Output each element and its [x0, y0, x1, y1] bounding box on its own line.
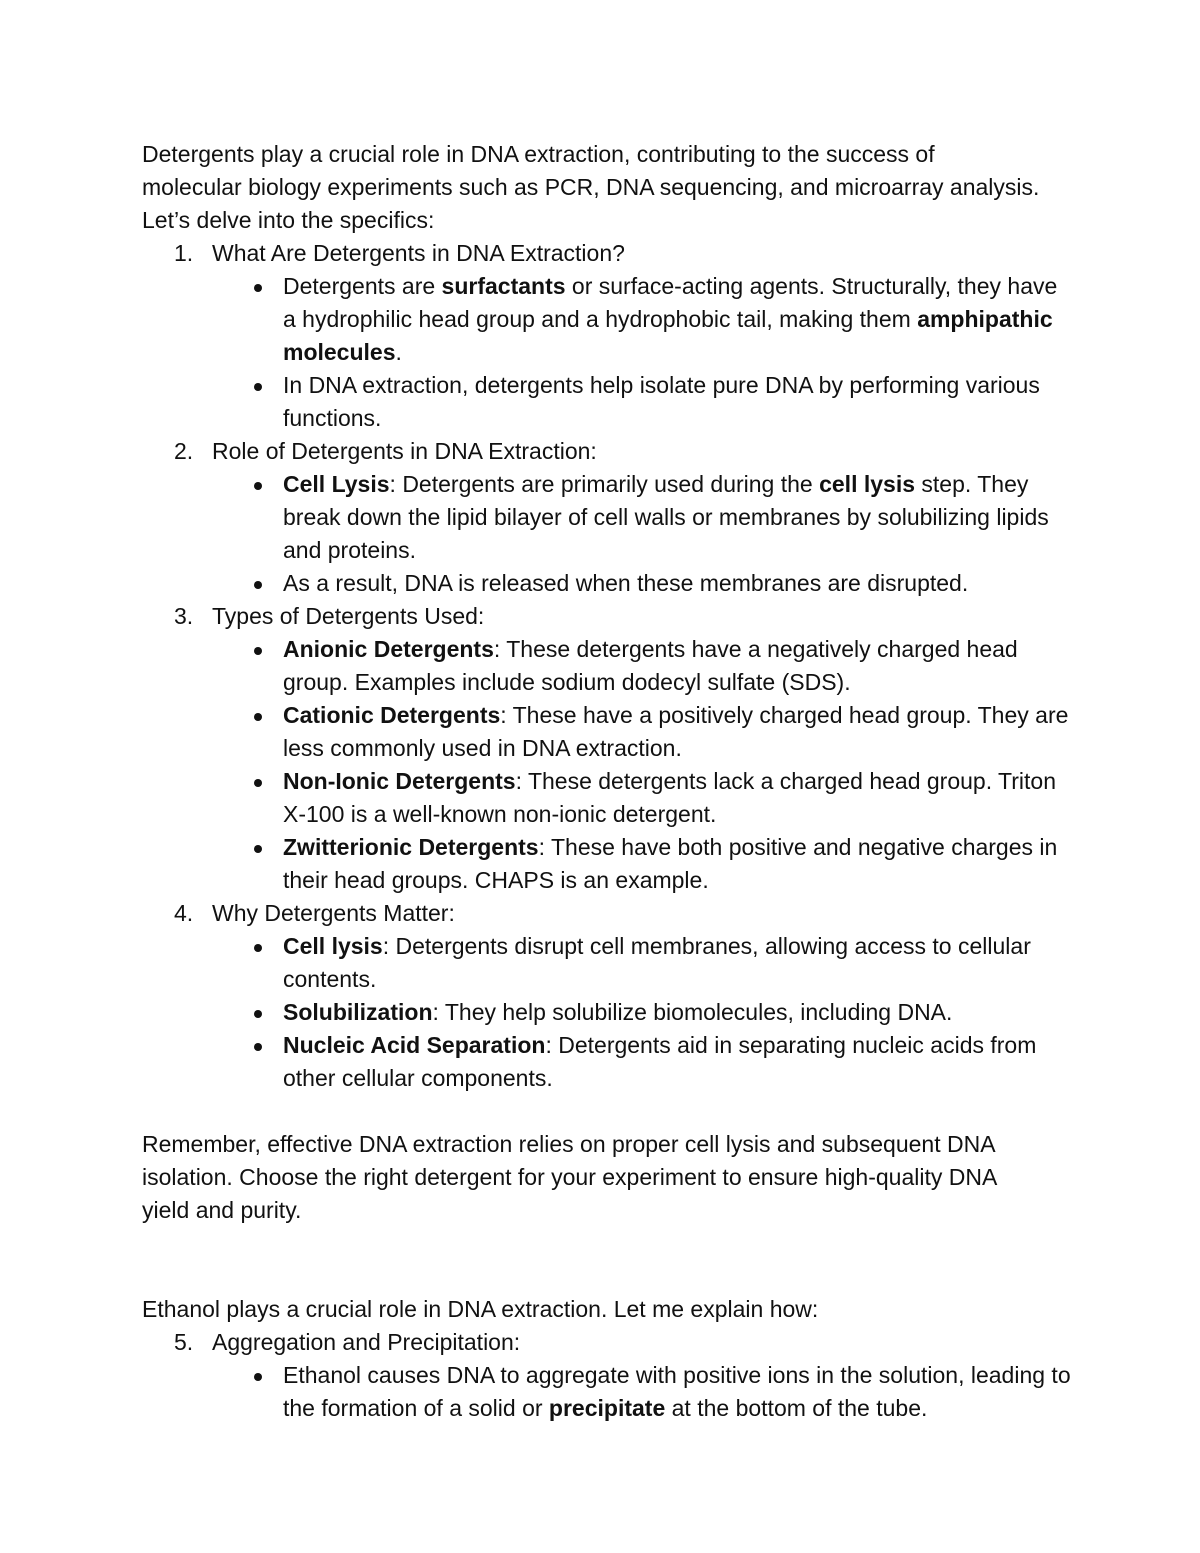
bullet-text: : These detergents lack a charged head group. Triton X-100 is a well-known non-ionic detergent.	[283, 768, 1056, 827]
bullet-text: step. They break down the lipid bilayer of cell walls or membranes by solubilizing lipids and proteins.	[283, 471, 1049, 563]
section-title: Why Detergents Matter:	[212, 900, 455, 926]
bullet-text: : Detergents are primarily used during the	[389, 471, 820, 497]
section-item	[142, 237, 1072, 435]
bold-term: Cell Lysis	[283, 471, 390, 497]
bullet-item	[212, 930, 1072, 996]
bold-term: Cationic Detergents	[283, 702, 501, 728]
bullet-list	[212, 1359, 1072, 1425]
section-number: 5.	[174, 1329, 194, 1355]
bullet-text: : They help solubilize biomolecules, including DNA.	[432, 999, 953, 1025]
remember-paragraph	[142, 1128, 1072, 1227]
bullet-item	[212, 699, 1072, 765]
intro-line: molecular biology experiments such as PCR, DNA sequencing, and microarray analysis.	[142, 174, 1040, 200]
bullet-item	[212, 996, 1072, 1029]
section-number: 2.	[174, 438, 194, 464]
bullet-item	[212, 633, 1072, 699]
bullet-text: Detergents are	[283, 273, 442, 299]
intro-line: Let’s delve into the specifics:	[142, 207, 435, 233]
bullet-item	[212, 468, 1072, 567]
bullet-text: .	[395, 339, 402, 365]
bold-term: Anionic Detergents	[283, 636, 494, 662]
bullet-text: : Detergents aid in separating nucleic acids from other cellular components.	[283, 1032, 1037, 1091]
section-title: Role of Detergents in DNA Extraction:	[212, 438, 597, 464]
bullet-item	[212, 1029, 1072, 1095]
ethanol-sections-list	[142, 1326, 1072, 1425]
section-title: What Are Detergents in DNA Extraction?	[212, 240, 625, 266]
bullet-text: : Detergents disrupt cell membranes, allowing access to cellular contents.	[283, 933, 1031, 992]
bullet-text: As a result, DNA is released when these membranes are disrupted.	[283, 570, 969, 596]
intro-line: Detergents play a crucial role in DNA extraction, contributing to the success of	[142, 141, 935, 167]
bullet-list	[212, 633, 1072, 897]
bullet-list	[212, 270, 1072, 435]
bullet-item	[212, 270, 1072, 369]
remember-line: isolation. Choose the right detergent for your experiment to ensure high-quality DNA	[142, 1164, 998, 1190]
bullet-text: Ethanol causes DNA to aggregate with positive ions in the solution, leading to the formation of a solid or	[283, 1362, 1071, 1421]
bullet-text: In DNA extraction, detergents help isolate pure DNA by performing various functions.	[283, 372, 1040, 431]
ethanol-intro: Ethanol plays a crucial role in DNA extraction. Let me explain how:	[142, 1296, 819, 1322]
bullet-item	[212, 765, 1072, 831]
bullet-list	[212, 468, 1072, 600]
section-title: Aggregation and Precipitation:	[212, 1329, 521, 1355]
bullet-text: at the bottom of the tube.	[665, 1395, 928, 1421]
bullet-item	[212, 369, 1072, 435]
section-item	[142, 1326, 1072, 1425]
bullet-text: : These detergents have a negatively charged head group. Examples include sodium dodecyl sulfate (SDS).	[283, 636, 1018, 695]
bold-term: Nucleic Acid Separation	[283, 1032, 546, 1058]
bold-term: surfactants	[441, 273, 566, 299]
bullet-text: : These have both positive and negative charges in their head groups. CHAPS is an example.	[283, 834, 1058, 893]
bullet-item	[212, 567, 1072, 600]
bold-term: amphipathic molecules	[283, 306, 1053, 365]
document-body	[142, 138, 1072, 1425]
section-item	[142, 897, 1072, 1095]
bold-term: Zwitterionic Detergents	[283, 834, 539, 860]
bold-term: Non-Ionic Detergents	[283, 768, 516, 794]
bullet-text: : These have a positively charged head group. They are less commonly used in DNA extraction.	[283, 702, 1069, 761]
bold-term: Solubilization	[283, 999, 433, 1025]
section-number: 3.	[174, 603, 194, 629]
intro-paragraph	[142, 138, 1072, 237]
bold-term: cell lysis	[819, 471, 916, 497]
section-title: Types of Detergents Used:	[212, 603, 485, 629]
remember-line: yield and purity.	[142, 1197, 302, 1223]
bullet-item	[212, 831, 1072, 897]
bold-term: Cell lysis	[283, 933, 383, 959]
detergent-sections-list	[142, 237, 1072, 1095]
section-item	[142, 435, 1072, 600]
bullet-text: or surface-acting agents. Structurally, they have a hydrophilic head group and a hydrophobic tail, making them	[283, 273, 1058, 332]
section-item	[142, 600, 1072, 897]
section-number: 1.	[174, 240, 194, 266]
bullet-list	[212, 930, 1072, 1095]
bold-term: precipitate	[548, 1395, 666, 1421]
bullet-item	[212, 1359, 1072, 1425]
section-number: 4.	[174, 900, 194, 926]
remember-line: Remember, effective DNA extraction relies on proper cell lysis and subsequent DNA	[142, 1131, 996, 1157]
